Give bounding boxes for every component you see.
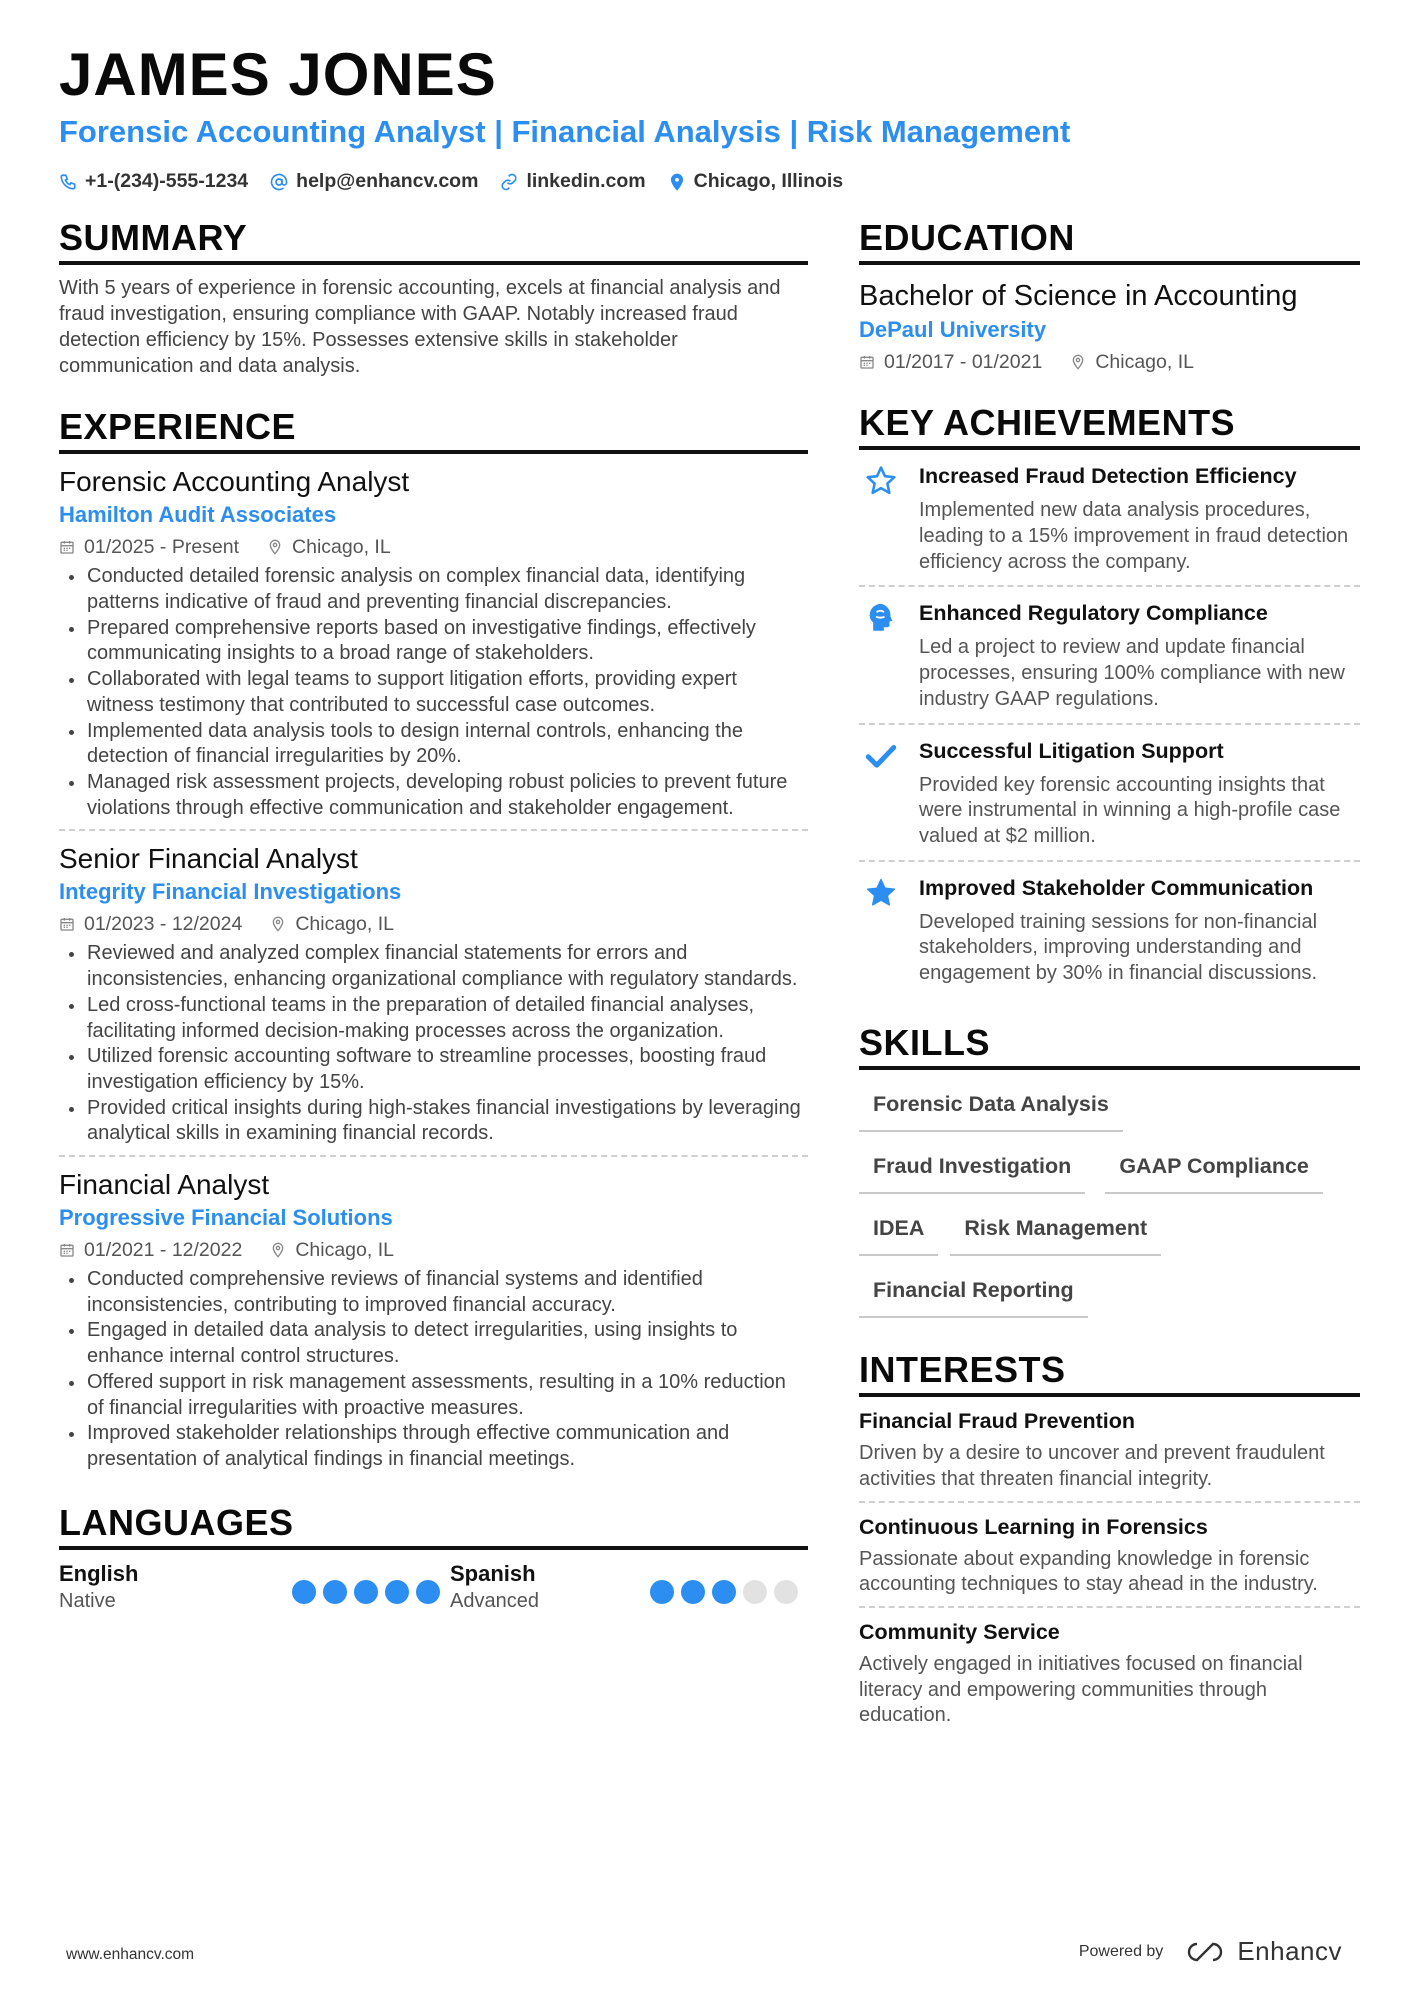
contact-linkedin[interactable]	[500, 170, 645, 193]
location-pin-icon	[270, 1242, 286, 1258]
skills-section	[859, 1021, 1360, 1318]
calendar-icon	[859, 354, 875, 370]
star-filled-icon	[864, 876, 898, 910]
skill-tag: Forensic Data Analysis	[859, 1084, 1123, 1132]
bullet-item: Led cross-functional teams in the preparation of detailed financial analyses, facilitating informed decision-making processes across the organization.	[59, 993, 808, 1044]
rating-dot-filled	[292, 1580, 316, 1604]
head-brain-icon	[864, 601, 898, 635]
language-rating	[650, 1580, 808, 1615]
experience-section	[59, 405, 808, 1480]
education-section	[859, 216, 1360, 377]
contact-location	[668, 170, 844, 193]
job-dates	[59, 532, 239, 562]
bullet-item: Collaborated with legal teams to support litigation efforts, providing expert witness testimony that contributed to successful case outcomes.	[59, 667, 808, 718]
headline: Forensic Accounting Analyst | Financial Analysis | Risk Management	[59, 114, 1071, 149]
contact-email[interactable]	[270, 170, 478, 193]
job-dates-text: 01/2023 - 12/2024	[84, 913, 243, 936]
link-icon	[500, 173, 518, 191]
skill-tag: Fraud Investigation	[859, 1146, 1085, 1194]
interests-section	[859, 1348, 1360, 1737]
rating-dot-filled	[354, 1580, 378, 1604]
skill-tag: Risk Management	[950, 1208, 1161, 1256]
summary-heading: SUMMARY	[59, 216, 808, 265]
job-dates-text: 01/2025 - Present	[84, 536, 240, 559]
left-column	[59, 216, 808, 1615]
bullet-item: Implemented data analysis tools to design internal controls, enhancing the detection of financial irregularities by 20%.	[59, 719, 808, 770]
job-bullets	[59, 1267, 808, 1473]
skills-heading: SKILLS	[859, 1021, 1360, 1070]
bullet-item: Reviewed and analyzed complex financial statements for errors and inconsistencies, enhancing organizational compliance with regulatory standards.	[59, 941, 808, 992]
job-location-text: Chicago, IL	[295, 1239, 394, 1262]
right-column	[859, 216, 1360, 1737]
achievement-desc: Provided key forensic accounting insights that were instrumental in winning a high-profile case valued at $2 million.	[919, 773, 1341, 847]
contact-phone[interactable]	[59, 170, 248, 193]
calendar-icon	[59, 539, 75, 555]
rating-dot-filled	[712, 1580, 736, 1604]
skills-list	[859, 1084, 1360, 1318]
powered-by[interactable]	[1079, 1936, 1342, 1967]
candidate-name: JAMES JONES	[59, 41, 497, 108]
achievement-item	[859, 450, 1360, 587]
education-location	[1070, 347, 1194, 377]
checkmark-icon	[864, 739, 898, 773]
job-dates	[59, 909, 242, 939]
achievements-section	[859, 401, 1360, 997]
achievement-title: Enhanced Regulatory Compliance	[919, 601, 1268, 626]
skill-tag: GAAP Compliance	[1105, 1146, 1323, 1194]
interest-item	[859, 1397, 1360, 1502]
education-degree: Bachelor of Science in Accounting	[859, 280, 1298, 313]
calendar-icon	[59, 1242, 75, 1258]
bullet-item: Provided critical insights during high-stakes financial investigations by leveraging analytical skills in examining financial records.	[59, 1096, 808, 1147]
location-pin-icon	[1070, 354, 1086, 370]
language-item	[59, 1560, 450, 1615]
job-company: Progressive Financial Solutions	[59, 1205, 393, 1231]
location-pin-icon	[270, 916, 286, 932]
achievement-desc: Developed training sessions for non-financial stakeholders, improving understanding and engagement by 30% in financial discussions.	[919, 910, 1318, 985]
education-dates	[859, 347, 1042, 377]
education-meta	[859, 347, 1360, 377]
job-bullets	[59, 564, 808, 821]
interest-desc: Actively engaged in initiatives focused on financial literacy and empowering communities through education.	[859, 1653, 1303, 1727]
achievement-icon-wrap	[859, 874, 903, 987]
at-icon	[270, 173, 288, 191]
education-school: DePaul University	[859, 317, 1047, 343]
job-meta	[59, 532, 808, 562]
language-name: Spanish	[450, 1560, 536, 1586]
job-title: Financial Analyst	[59, 1169, 270, 1201]
skill-tag: Financial Reporting	[859, 1270, 1088, 1318]
achievement-desc: Led a project to review and update financial processes, ensuring 100% compliance with new industry GAAP regulations.	[919, 636, 1345, 710]
job-location-text: Chicago, IL	[292, 536, 391, 559]
bullet-item: Conducted comprehensive reviews of financial systems and identified inconsistencies, contributing to improved financial accuracy.	[59, 1267, 808, 1318]
education-location-text: Chicago, IL	[1095, 351, 1194, 374]
achievement-item	[859, 725, 1360, 862]
interests-heading: INTERESTS	[859, 1348, 1360, 1397]
bullet-item: Offered support in risk management assessments, resulting in a 10% reduction of financial irregularities with proactive measures.	[59, 1370, 808, 1421]
bullet-item: Engaged in detailed data analysis to detect irregularities, using insights to enhance internal control structures.	[59, 1318, 808, 1369]
experience-heading: EXPERIENCE	[59, 405, 808, 454]
enhancv-logo	[1183, 1936, 1342, 1967]
language-level: Advanced	[450, 1589, 539, 1612]
achievement-icon-wrap	[859, 462, 903, 575]
star-outline-icon	[864, 464, 898, 498]
phone-icon	[59, 173, 77, 191]
footer-url[interactable]: www.enhancv.com	[66, 1946, 195, 1963]
achievements-heading: KEY ACHIEVEMENTS	[859, 401, 1360, 450]
languages-list	[59, 1560, 808, 1615]
skill-tag: IDEA	[859, 1208, 938, 1256]
achievement-title: Increased Fraud Detection Efficiency	[919, 464, 1297, 489]
location-pin-icon	[267, 539, 283, 555]
achievement-desc: Implemented new data analysis procedures, leading to a 15% improvement in fraud detection efficiency across the company.	[919, 499, 1349, 573]
job-title: Senior Financial Analyst	[59, 843, 358, 875]
language-rating	[292, 1580, 450, 1615]
interest-title: Continuous Learning in Forensics	[859, 1514, 1208, 1539]
languages-section	[59, 1501, 808, 1615]
interest-title: Community Service	[859, 1620, 1060, 1644]
interest-item	[859, 1608, 1360, 1737]
rating-dot-filled	[650, 1580, 674, 1604]
summary-section	[59, 216, 808, 379]
job-entry	[59, 454, 808, 831]
job-company: Hamilton Audit Associates	[59, 502, 337, 528]
location-text: Chicago, Illinois	[693, 170, 844, 192]
bullet-item: Prepared comprehensive reports based on investigative findings, effectively communicating insights to a broad range of stakeholders.	[59, 616, 808, 667]
achievement-title: Improved Stakeholder Communication	[919, 875, 1314, 900]
job-dates-text: 01/2021 - 12/2022	[84, 1239, 243, 1262]
rating-dot-filled	[385, 1580, 409, 1604]
job-location	[267, 532, 391, 562]
job-entry	[59, 1157, 808, 1481]
rating-dot-filled	[323, 1580, 347, 1604]
linkedin-text: linkedin.com	[526, 170, 646, 192]
rating-dot-empty	[774, 1580, 798, 1604]
rating-dot-filled	[416, 1580, 440, 1604]
achievement-title: Successful Litigation Support	[919, 738, 1224, 763]
enhancv-logo-icon	[1183, 1940, 1227, 1964]
bullet-item: Utilized forensic accounting software to streamline processes, boosting fraud investigation efficiency by 15%.	[59, 1044, 808, 1095]
language-item	[450, 1560, 808, 1615]
calendar-icon	[59, 916, 75, 932]
job-meta	[59, 909, 808, 939]
contact-bar	[59, 170, 843, 193]
rating-dot-filled	[681, 1580, 705, 1604]
job-entry	[59, 831, 808, 1157]
achievement-item	[859, 587, 1360, 724]
job-company: Integrity Financial Investigations	[59, 879, 402, 905]
achievement-icon-wrap	[859, 599, 903, 712]
interest-desc: Driven by a desire to uncover and prevent fraudulent activities that threaten financial integrity.	[859, 1442, 1325, 1490]
bullet-item: Improved stakeholder relationships through effective communication and presentation of analytical findings in financial meetings.	[59, 1421, 808, 1472]
language-level: Native	[59, 1589, 116, 1612]
phone-text: +1-(234)-555-1234	[85, 170, 249, 192]
email-text: help@enhancv.com	[296, 170, 479, 192]
bullet-item: Managed risk assessment projects, developing robust policies to prevent future violations through effective communication and stakeholder engagement.	[59, 770, 808, 821]
education-dates-text: 01/2017 - 01/2021	[884, 351, 1043, 374]
achievement-icon-wrap	[859, 737, 903, 850]
education-heading: EDUCATION	[859, 216, 1360, 265]
job-location	[270, 909, 394, 939]
job-title: Forensic Accounting Analyst	[59, 466, 410, 498]
job-bullets	[59, 941, 808, 1147]
powered-by-label: Powered by	[1078, 1942, 1164, 1960]
languages-heading: LANGUAGES	[59, 1501, 808, 1550]
achievement-item	[859, 862, 1360, 997]
job-location	[270, 1235, 394, 1265]
job-dates	[59, 1235, 242, 1265]
bullet-item: Conducted detailed forensic analysis on complex financial data, identifying patterns indicative of fraud and preventing financial discrepancies.	[59, 564, 808, 615]
job-location-text: Chicago, IL	[295, 913, 394, 936]
interest-item	[859, 1503, 1360, 1608]
summary-text: With 5 years of experience in forensic accounting, excels at financial analysis and fraud investigation, ensuring compliance with GAAP. Notably increased fraud detection efficiency by 15%. Possesses extensive skills in stakeholder communication and data analysis.	[59, 277, 781, 378]
interest-title: Financial Fraud Prevention	[859, 1409, 1135, 1434]
rating-dot-empty	[743, 1580, 767, 1604]
job-meta	[59, 1235, 808, 1265]
interest-desc: Passionate about expanding knowledge in forensic accounting techniques to stay ahead in the industry.	[859, 1547, 1318, 1596]
enhancv-logo-text: Enhancv	[1237, 1936, 1342, 1966]
location-pin-icon	[668, 173, 686, 191]
language-name: English	[59, 1560, 139, 1586]
